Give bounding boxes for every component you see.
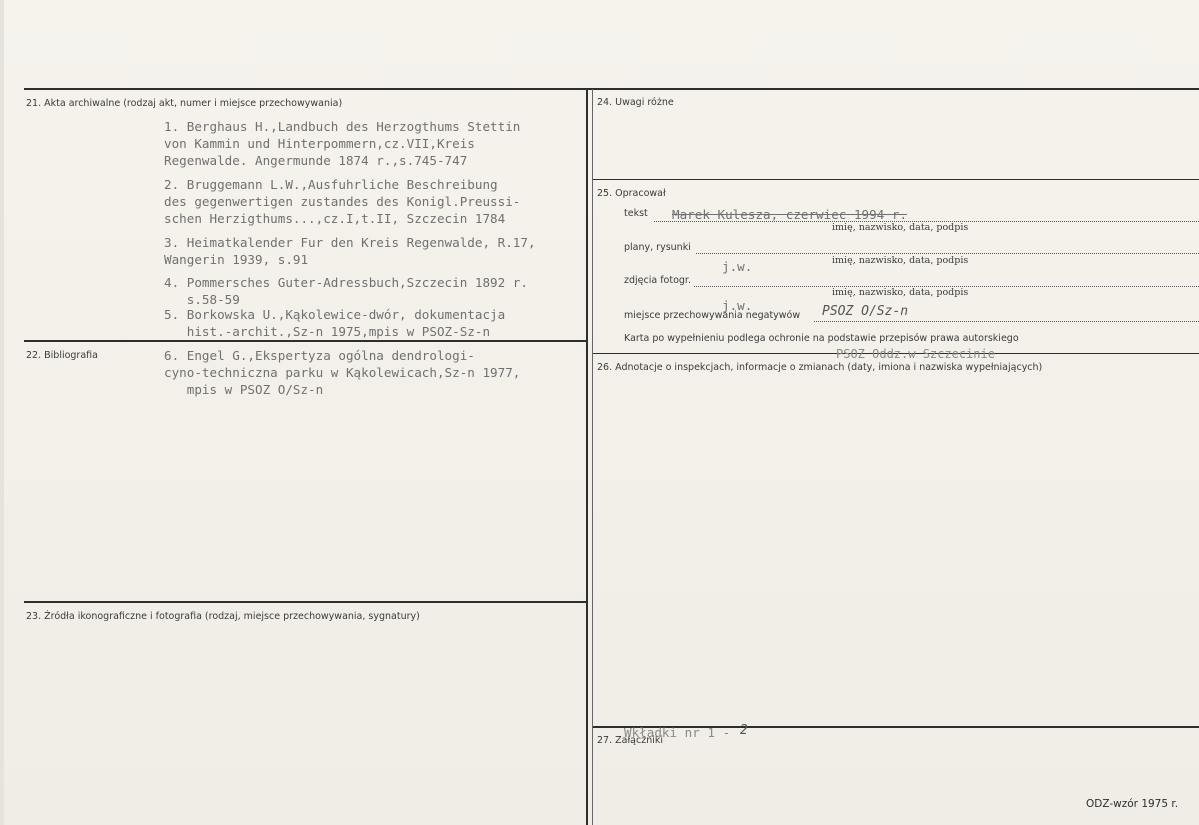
left-rule-22 — [24, 340, 587, 342]
archive-entry-1: 1. Berghaus H.,Landbuch des Herzogthums Stettin von Kammin und Hinterpommern,cz.VII,Kreis Regenwalde. Angermunde 1874 r.,s.745-747 — [164, 119, 521, 168]
center-divider — [586, 89, 588, 825]
form-footer: ODZ-wzór 1975 r. — [1086, 798, 1179, 810]
right-inner-vertical — [592, 89, 593, 825]
miejsce-label: miejsce przechowywania negatywów — [624, 310, 801, 321]
section-21-label: 21. Akta archiwalne (rodzaj akt, numer i miejsce przechowywania) — [26, 98, 343, 109]
plany-line — [696, 253, 1199, 254]
section-22-label: 22. Bibliografia — [26, 350, 98, 361]
attachments-typed: Wkładki nr 1 - — [624, 725, 731, 740]
plany-value: j.w. — [722, 259, 753, 274]
attachments-hand: 2 — [740, 723, 748, 738]
zdjecia-sign-hint: imię, nazwisko, data, podpis — [832, 287, 969, 298]
zdjecia-label: zdjęcia fotogr. — [624, 275, 691, 286]
left-rule-23 — [24, 601, 587, 603]
miejsce-value: PSOZ O/Sz-n — [822, 304, 909, 319]
tekst-sign-hint: imię, nazwisko, data, podpis — [832, 222, 969, 233]
top-rule — [24, 88, 1199, 90]
karta-note: Karta po wypełnieniu podlega ochronie na podstawie przepisów prawa autorskiego — [624, 333, 1019, 344]
zdjecia-value: j.w. — [722, 298, 753, 313]
section-23-label: 23. Źródła ikonograficzne i fotografia (rodzaj, miejsce przechowywania, sygnatury) — [26, 611, 420, 622]
plany-label: plany, rysunki — [624, 242, 691, 253]
section-26-label: 26. Adnotacje o inspekcjach, informacje o zmianach (daty, imiona i nazwiska wypełniających) — [597, 362, 1043, 373]
archive-entry-3: 3. Heimatkalender Fur den Kreis Regenwalde, R.17, Wangerin 1939, s.91 — [164, 235, 536, 267]
stamp-text: PSOZ Oddz.w Szczecinie — [836, 347, 995, 361]
archive-entry-4: 4. Pommersches Guter-Adressbuch,Szczecin 1892 r. s.58-59 — [164, 275, 528, 307]
tekst-label: tekst — [624, 208, 648, 219]
section-24-label: 24. Uwagi różne — [597, 97, 674, 108]
right-rule-25 — [593, 179, 1199, 180]
archive-entry-2: 2. Bruggemann L.W.,Ausfuhrliche Beschreibung des gegenwertigen zustandes des Konigl.Preussi- schen Herzigthums...,cz.I,t.II, Szczecin 1784 — [164, 177, 521, 226]
bibliography-entry-6: 6. Engel G.,Ekspertyza ogólna dendrologi- cyno-techniczna parku w Kąkolewicach,Sz-n 1977, mpis w PSOZ O/Sz-n — [164, 348, 521, 397]
miejsce-line — [814, 321, 1199, 322]
archive-entry-5: 5. Borkowska U.,Kąkolewice-dwór, dokumentacja hist.-archit.,Sz-n 1975,mpis w PSOZ-Sz-n — [164, 307, 506, 339]
plany-sign-hint: imię, nazwisko, data, podpis — [832, 255, 969, 266]
tekst-value: Marek Kulesza, czerwiec 1994 r. — [672, 207, 908, 222]
section-27-label: 27. Załączniki — [597, 735, 663, 746]
section-25-label: 25. Opracował — [597, 188, 666, 199]
